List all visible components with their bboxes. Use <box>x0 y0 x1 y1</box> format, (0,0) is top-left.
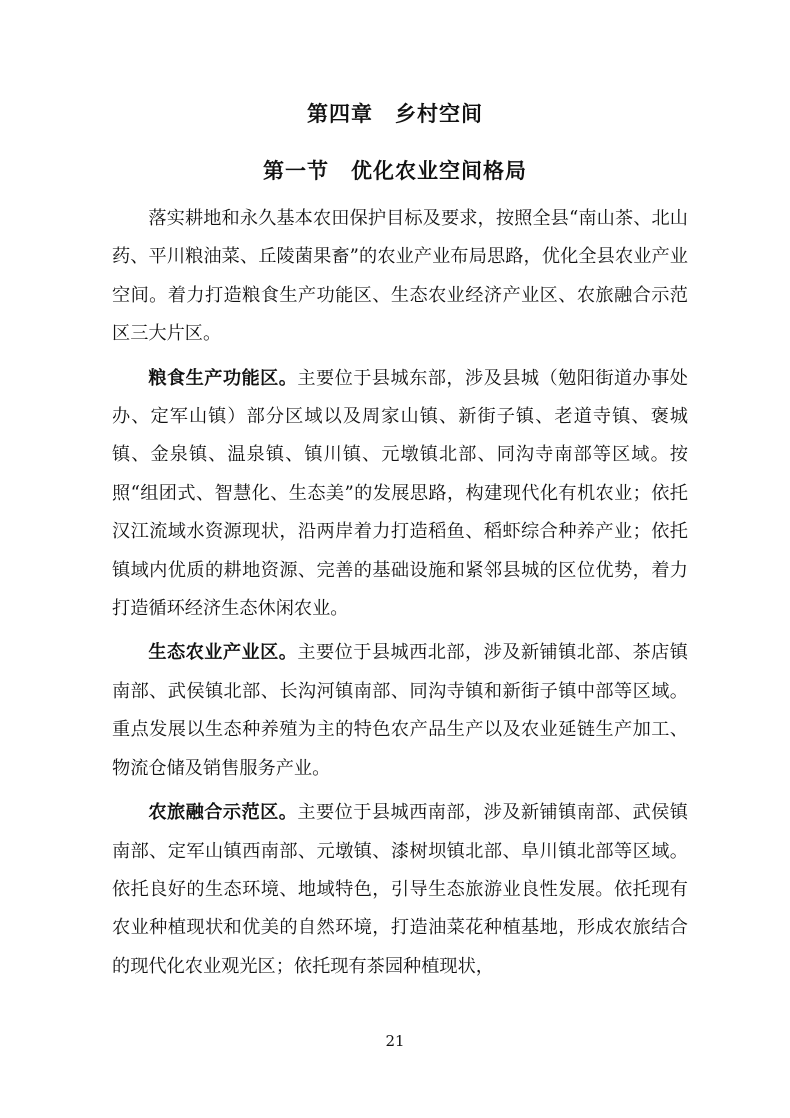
page-number: 21 <box>385 1032 405 1050</box>
paragraph-text: 主要位于县城东部，涉及县城（勉阳街道办事处办、定军山镇）部分区域以及周家山镇、新街子镇、老道寺镇、褒城镇、金泉镇、温泉镇、镇川镇、元墩镇北部、同沟寺南部等区域。按照“组团式、智慧化、生态美”的发展思路，构建现代化有机农业；依托汉江流域水资源现状，沿两岸着力打造稻鱼、稻虾综合种养产业；依托镇域内优质的耕地资源、完善的基础设施和紧邻县城的区位优势，着力打造循环经济生态休闲农业。 <box>112 367 688 620</box>
section-name: 优化农业空间格局 <box>351 159 527 183</box>
paragraph-grain-zone <box>112 360 688 629</box>
paragraph-intro <box>112 200 688 354</box>
paragraph-eco-zone <box>112 634 688 788</box>
paragraph-lead: 生态农业产业区。 <box>148 642 298 664</box>
chapter-title <box>0 98 790 128</box>
paragraph-text: 落实耕地和永久基本农田保护目标及要求，按照全县“南山茶、北山药、平川粮油菜、丘陵菌果畜”的农业产业布局思路，优化全县农业产业空间。着力打造粮食生产功能区、生态农业经济产业区、农旅融合示范区三大片区。 <box>112 208 688 345</box>
paragraph-text: 主要位于县城西南部，涉及新铺镇南部、武侯镇南部、定军山镇西南部、元墩镇、漆树坝镇北部、阜川镇北部等区域。依托良好的生态环境、地域特色，引导生态旅游业良性发展。依托现有农业种植现状和优美的自然环境，打造油菜花种植基地，形成农旅结合的现代化农业观光区；依托现有茶园种植现状， <box>112 802 688 977</box>
body-text <box>112 200 688 986</box>
chapter-label: 第四章 <box>307 102 373 126</box>
paragraph-agritourism-zone <box>112 794 688 986</box>
paragraph-text: 主要位于县城西北部，涉及新铺镇北部、茶店镇南部、武侯镇北部、长沟河镇南部、同沟寺镇和新街子镇中部等区域。重点发展以生态种养殖为主的特色农产品生产以及农业延链生产加工、物流仓储及销售服务产业。 <box>112 642 688 779</box>
chapter-name: 乡村空间 <box>395 102 483 126</box>
paragraph-lead: 粮食生产功能区。 <box>148 367 298 389</box>
section-label: 第一节 <box>263 159 329 183</box>
paragraph-lead: 农旅融合示范区。 <box>148 802 298 824</box>
section-title <box>0 155 790 185</box>
